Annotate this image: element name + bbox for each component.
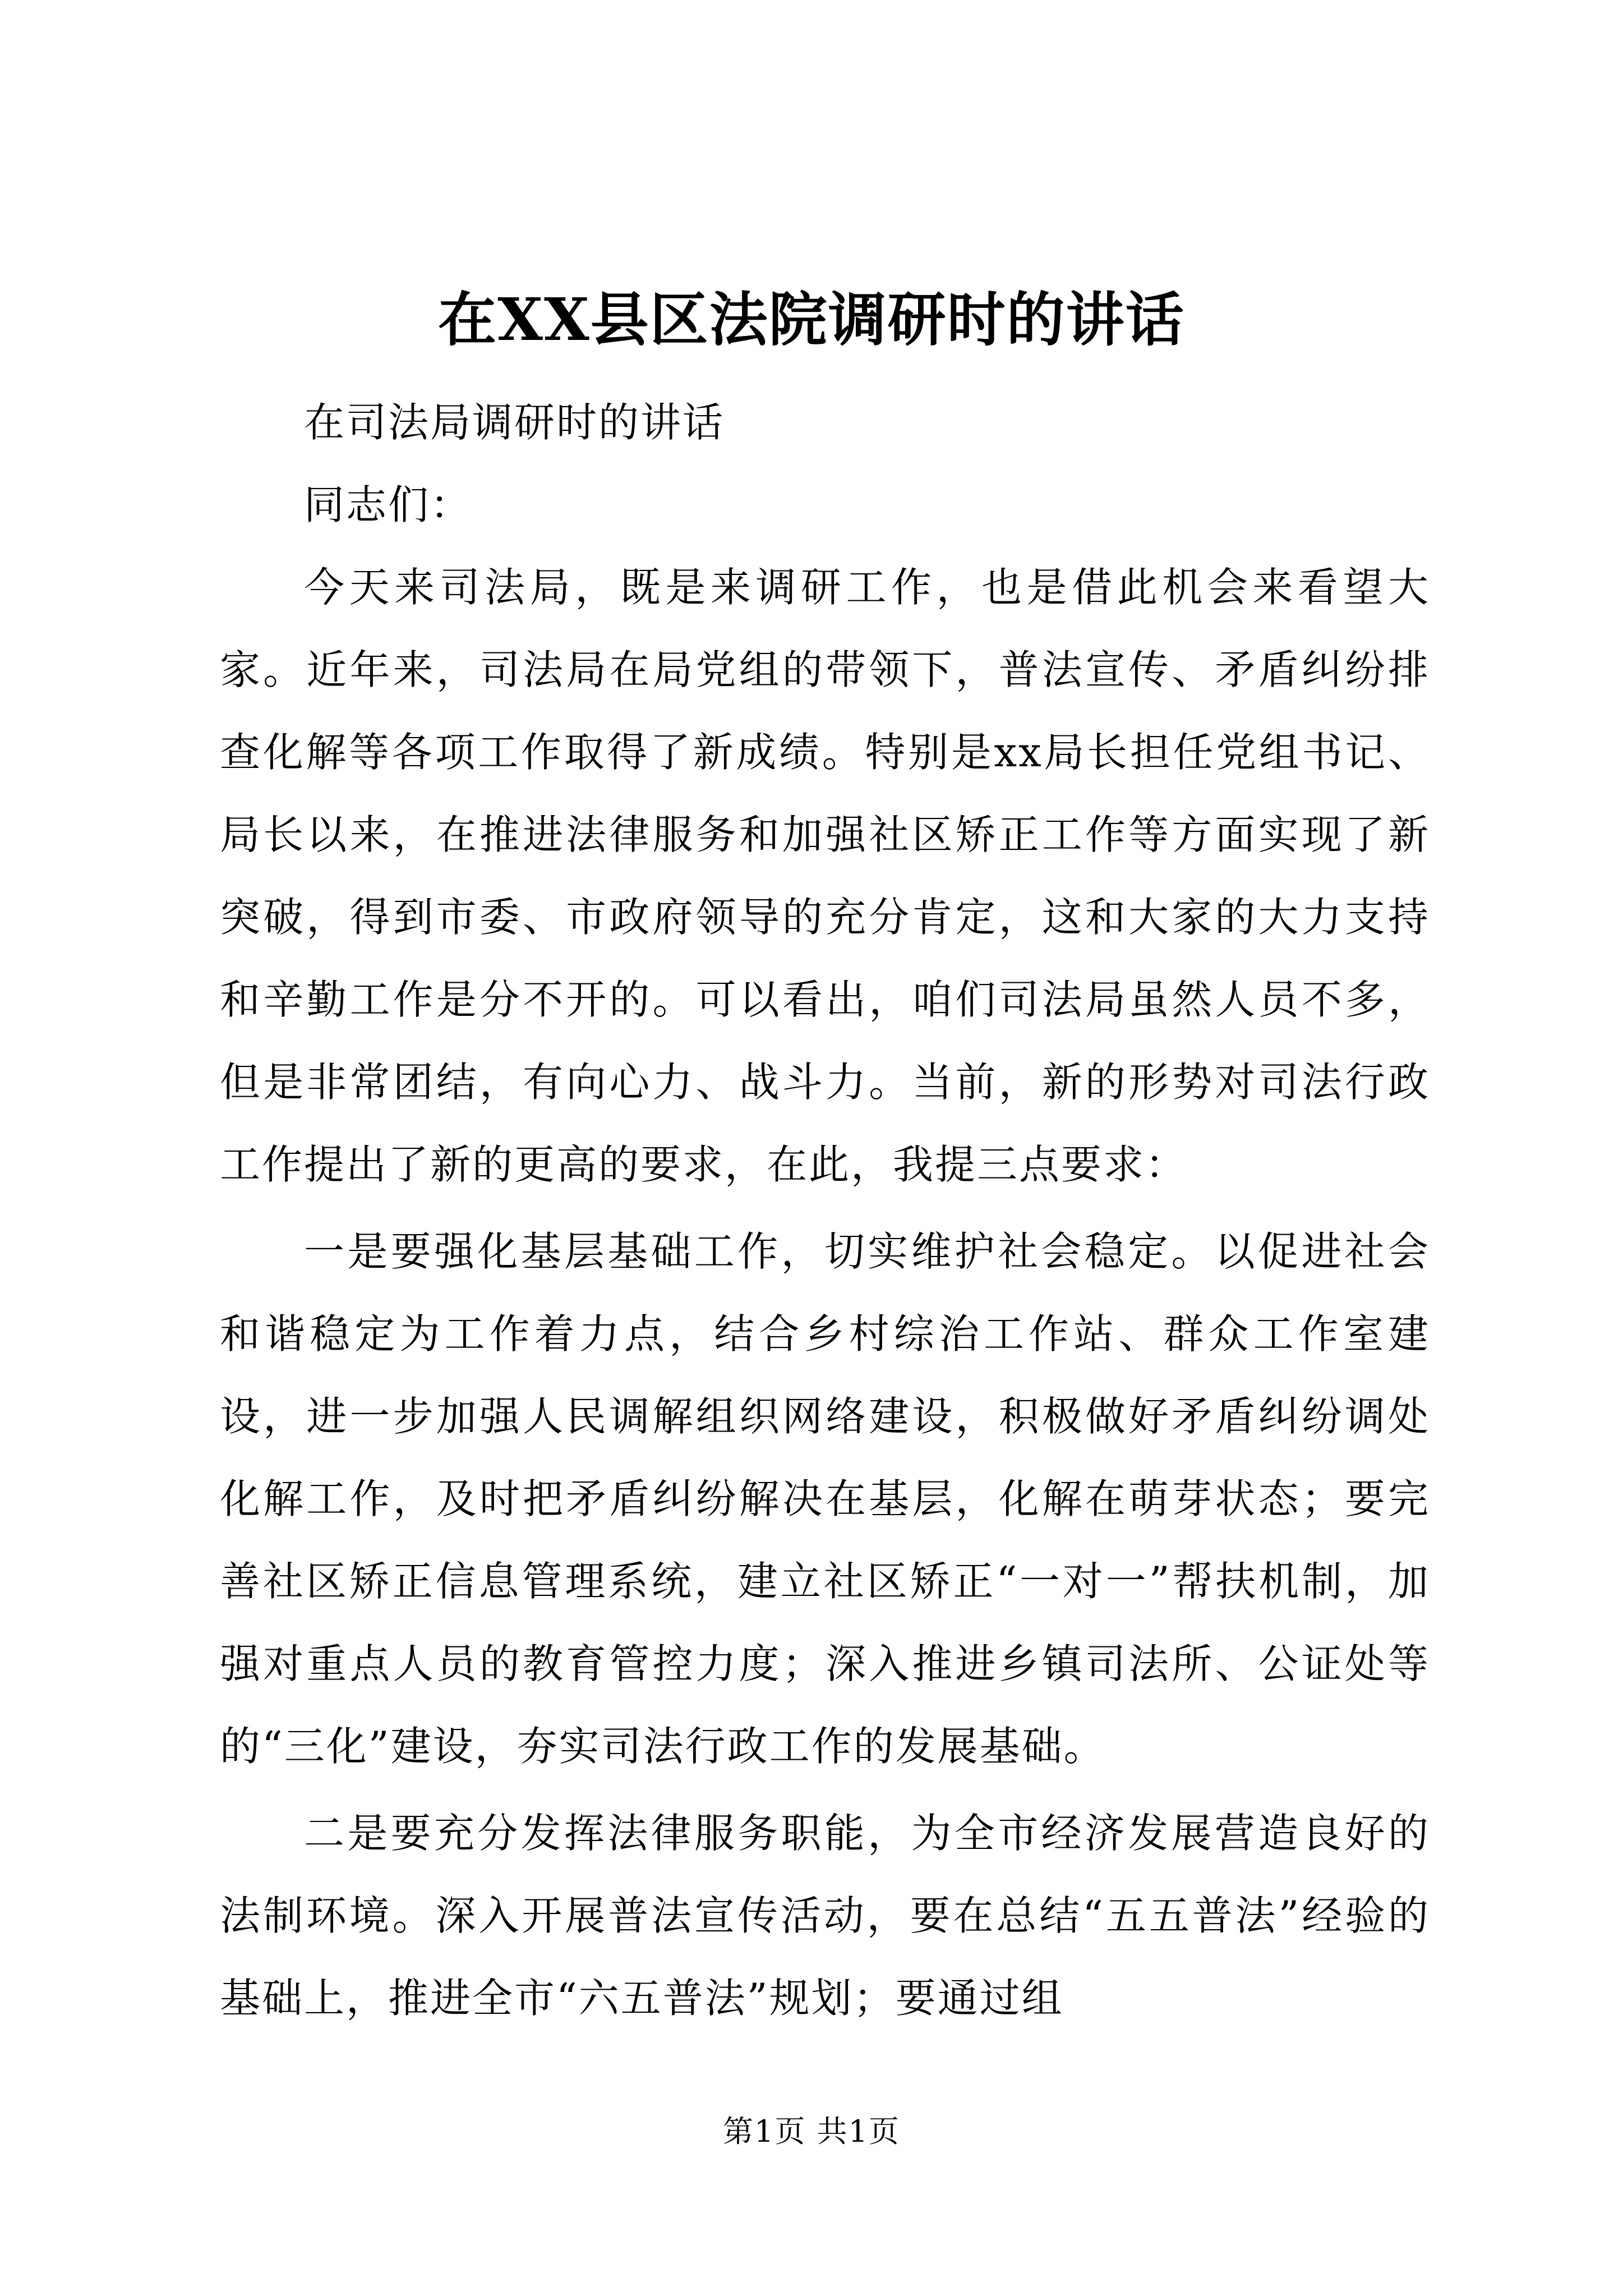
- paragraph-intro: 今天来司法局，既是来调研工作，也是借此机会来看望大家。近年来，司法局在局党组的带领下，普法宣传、矛盾纠纷排查化解等各项工作取得了新成绩。特别是xx局长担任党组书记、局长以来，在推进法律服务和加强社区矫正工作等方面实现了新突破，得到市委、市政府领导的充分肯定，这和大家的大力支持和辛勤工作是分不开的。可以看出，咱们司法局虽然人员不多，但是非常团结，有向心力、战斗力。当前，新的形势对司法行政工作提出了新的更高的要求，在此，我提三点要求：: [220, 564, 1430, 1188]
- paragraph-subtitle: 在司法局调研时的讲话: [304, 399, 725, 446]
- page-footer: 第1页 共1页: [723, 2114, 900, 2149]
- paragraph-point-two: 二是要充分发挥法律服务职能，为全市经济发展营造良好的法制环境。深入开展普法宣传活动，要在总结“五五普法”经验的基础上，推进全市“六五普法”规划；要通过组: [220, 1810, 1430, 2022]
- paragraph-salutation: 同志们：: [304, 481, 473, 528]
- document-body: [220, 381, 1430, 2040]
- paragraph-point-one: 一是要强化基层基础工作，切实维护社会稳定。以促进社会和谐稳定为工作着力点，结合乡村综治工作站、群众工作室建设，进一步加强人民调解组织网络建设，积极做好矛盾纠纷调处化解工作，及时把矛盾纠纷解决在基层，化解在萌芽状态；要完善社区矫正信息管理系统，建立社区矫正“一对一”帮扶机制，加强对重点人员的教育管控力度；深入推进乡镇司法所、公证处等的“三化”建设，夯实司法行政工作的发展基础。: [220, 1228, 1430, 1770]
- document-title: 在XX县区法院调研时的讲话: [438, 285, 1185, 354]
